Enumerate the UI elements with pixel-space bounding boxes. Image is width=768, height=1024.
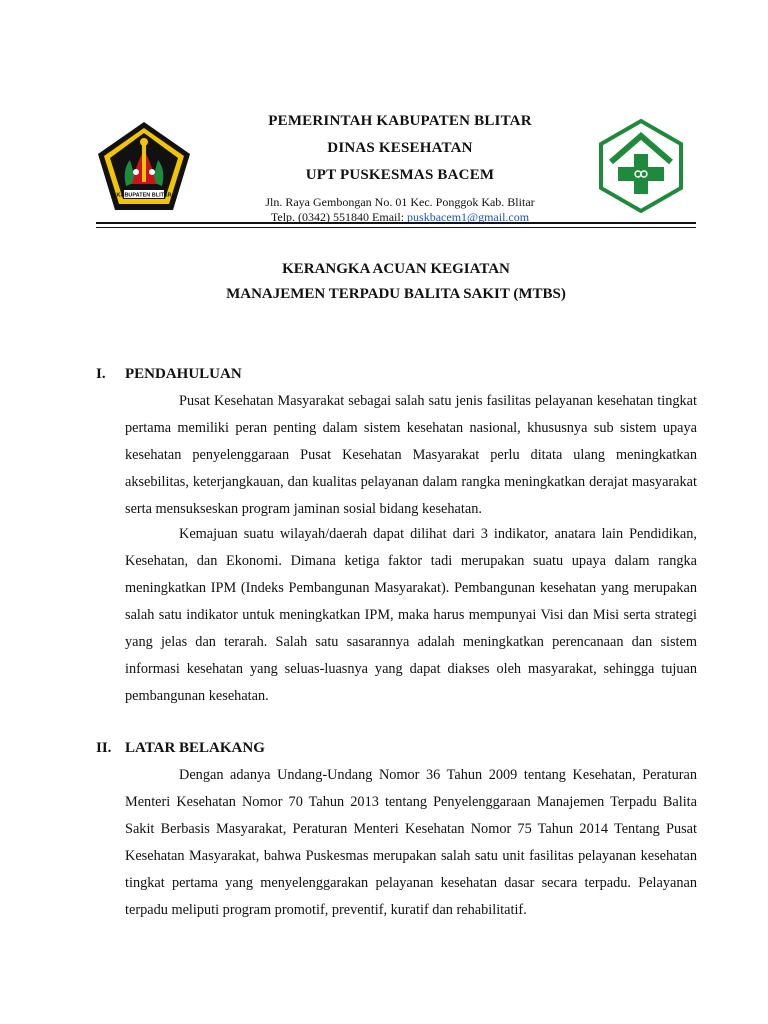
- letterhead-rule-thin: [96, 227, 696, 228]
- letterhead-line-3: UPT PUSKESMAS BACEM: [305, 167, 495, 183]
- section-heading-latar-belakang: [96, 740, 265, 757]
- document-title: [96, 257, 696, 307]
- section-number: I.: [96, 366, 106, 382]
- section-title: PENDAHULUAN: [125, 366, 242, 382]
- letterhead: [210, 108, 590, 225]
- section-title: LATAR BELAKANG: [125, 740, 265, 756]
- letterhead-address: [210, 195, 590, 225]
- title-line-1: KERANGKA ACUAN KEGIATAN: [282, 261, 510, 277]
- address-line: Jln. Raya Gembongan No. 01 Kec. Ponggok Kab. Blitar: [265, 195, 535, 209]
- section-heading-pendahuluan: [96, 366, 242, 383]
- paragraph: Pusat Kesehatan Masyarakat sebagai salah satu jenis fasilitas pelayanan kesehatan tingkat pertama memiliki peran penting dalam sistem kesehatan nasional, khususnya sub sistem upaya kesehatan penyelenggaraan Pusat Kesehatan Masyarakat perlu ditata ulang meningkatkan aksebilitas, keterjangkauan, dan kualitas pelayanan dalam rangka meningkatkan derajat masyarakat serta mensukseskan program jaminan sosial bidang kesehatan.: [125, 393, 697, 517]
- letterhead-line-1: PEMERINTAH KABUPATEN BLITAR: [268, 113, 532, 129]
- emblem-banner-text: KABUPATEN BLITAR: [116, 192, 172, 199]
- paragraph: Kemajuan suatu wilayah/daerah dapat dilihat dari 3 indikator, anatara lain Pendidikan, Kesehatan, dan Ekonomi. Dimana ketiga faktor tadi merupakan suatu upaya dalam rangka meningkatkan IPM (Indeks Pembangunan Masyarakat). Pembangunan kesehatan yang merupakan salah satu indikator untuk meningkatkan IPM, maka harus mempunyai Visi dan Misi serta strategi yang jelas dan terarah. Salah satu sasarannya adalah meningkatkan perencanaan dan sistem informasi kesehatan yang seluas-luasnya yang dapat diakses oleh masyarakat, sehingga tujuan pembangunan kesehatan.: [125, 526, 697, 704]
- section-number: II.: [96, 740, 112, 756]
- letterhead-line-2: DINAS KESEHATAN: [327, 140, 473, 156]
- puskesmas-green-cross-house-icon: [598, 118, 684, 214]
- paragraph: Dengan adanya Undang-Undang Nomor 36 Tahun 2009 tentang Kesehatan, Peraturan Menteri Kesehatan Nomor 70 Tahun 2013 tentang Penyelenggaraan Manajemen Terpadu Balita Sakit Berbasis Masyarakat, Peraturan Menteri Kesehatan Nomor 75 Tahun 2014 Tentang Pusat Kesehatan Masyarakat, bahwa Puskesmas merupakan salah satu unit fasilitas pelayanan kesehatan tingkat pertama yang menyelenggarakan pelayanan kesehatan dasar secara terpadu. Pelayanan terpadu meliputi program promotif, preventif, kuratif dan rehabilitatif.: [125, 767, 697, 918]
- phone-text: Telp. (0342) 551840 Email:: [270, 210, 408, 224]
- title-line-2: MANAJEMEN TERPADU BALITA SAKIT (MTBS): [226, 286, 566, 302]
- email-link[interactable]: puskbacem1@gmail.com: [407, 210, 530, 224]
- letterhead-rule-thick: [96, 222, 696, 224]
- blitar-regency-emblem-icon: [96, 120, 192, 212]
